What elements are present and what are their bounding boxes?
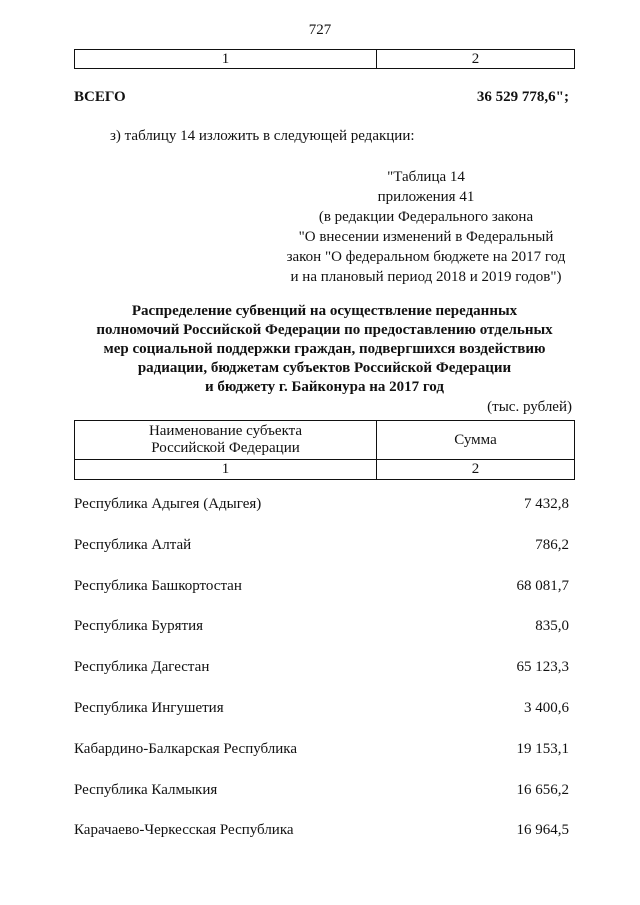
note-line: "О внесении изменений в Федеральный bbox=[298, 229, 554, 245]
region-name: Республика Калмыкия bbox=[74, 781, 218, 798]
region-amount: 65 123,3 bbox=[516, 659, 569, 676]
region-name: Республика Дагестан bbox=[74, 659, 210, 676]
region-name: Республика Башкортостан bbox=[74, 577, 242, 594]
header-col-number-1: 1 bbox=[75, 460, 377, 479]
table-row bbox=[74, 496, 569, 537]
region-name: Карачаево-Черкесская Республика bbox=[74, 822, 294, 839]
table-row bbox=[74, 618, 569, 659]
title-line: мер социальной поддержки граждан, подвергшихся воздействию bbox=[103, 341, 546, 357]
column-number-1: 1 bbox=[75, 50, 377, 68]
total-value: 36 529 778,6"; bbox=[476, 89, 569, 105]
title-line: и бюджету г. Байконура на 2017 год bbox=[205, 379, 444, 395]
table-row bbox=[74, 659, 569, 700]
title-line: радиации, бюджетам субъектов Российской Федерации bbox=[137, 360, 512, 376]
column-number-2: 2 bbox=[471, 50, 480, 67]
table-row bbox=[74, 537, 569, 578]
table-reference-note bbox=[276, 167, 576, 287]
page-number: 727 bbox=[308, 22, 332, 38]
column-number-header bbox=[74, 49, 575, 69]
units-label: (тыс. рублей) bbox=[487, 399, 572, 415]
region-amount: 68 081,7 bbox=[516, 577, 569, 594]
region-amount: 16 964,5 bbox=[516, 822, 569, 839]
table-header bbox=[74, 420, 575, 480]
region-amount: 7 432,8 bbox=[524, 496, 569, 512]
header-region-name: Наименование субъекта Российской Федерации bbox=[75, 421, 377, 459]
region-list bbox=[74, 496, 569, 863]
document-title bbox=[74, 302, 575, 397]
title-line: Распределение субвенций на осуществление переданных bbox=[131, 303, 518, 319]
region-name: Республика Адыгея (Адыгея) bbox=[74, 496, 262, 512]
total-label: ВСЕГО bbox=[74, 89, 126, 105]
header-amount: Сумма bbox=[454, 431, 497, 448]
note-line: (в редакции Федерального закона bbox=[318, 209, 534, 225]
region-amount: 786,2 bbox=[535, 536, 569, 553]
region-amount: 835,0 bbox=[535, 618, 569, 635]
region-amount: 19 153,1 bbox=[516, 740, 569, 757]
region-name: Республика Бурятия bbox=[74, 618, 204, 635]
note-line: "Таблица 14 bbox=[387, 169, 465, 185]
table-row bbox=[74, 741, 569, 782]
note-line: и на плановый период 2018 и 2019 годов") bbox=[290, 269, 562, 285]
note-line: закон "О федеральном бюджете на 2017 год bbox=[286, 249, 566, 265]
region-name: Республика Алтай bbox=[74, 536, 192, 553]
region-amount: 16 656,2 bbox=[516, 781, 569, 798]
header-col-number-2: 2 bbox=[471, 461, 480, 477]
note-line: приложения 41 bbox=[377, 189, 475, 205]
table-row bbox=[74, 578, 569, 619]
region-name: Кабардино-Балкарская Республика bbox=[74, 740, 298, 757]
region-name: Республика Ингушетия bbox=[74, 699, 224, 716]
table-row bbox=[74, 700, 569, 741]
table-row bbox=[74, 822, 569, 863]
region-amount: 3 400,6 bbox=[524, 699, 569, 716]
instruction-text: з) таблицу 14 изложить в следующей редакции: bbox=[110, 128, 415, 144]
title-line: полномочий Российской Федерации по предоставлению отдельных bbox=[96, 322, 553, 338]
table-row bbox=[74, 782, 569, 823]
